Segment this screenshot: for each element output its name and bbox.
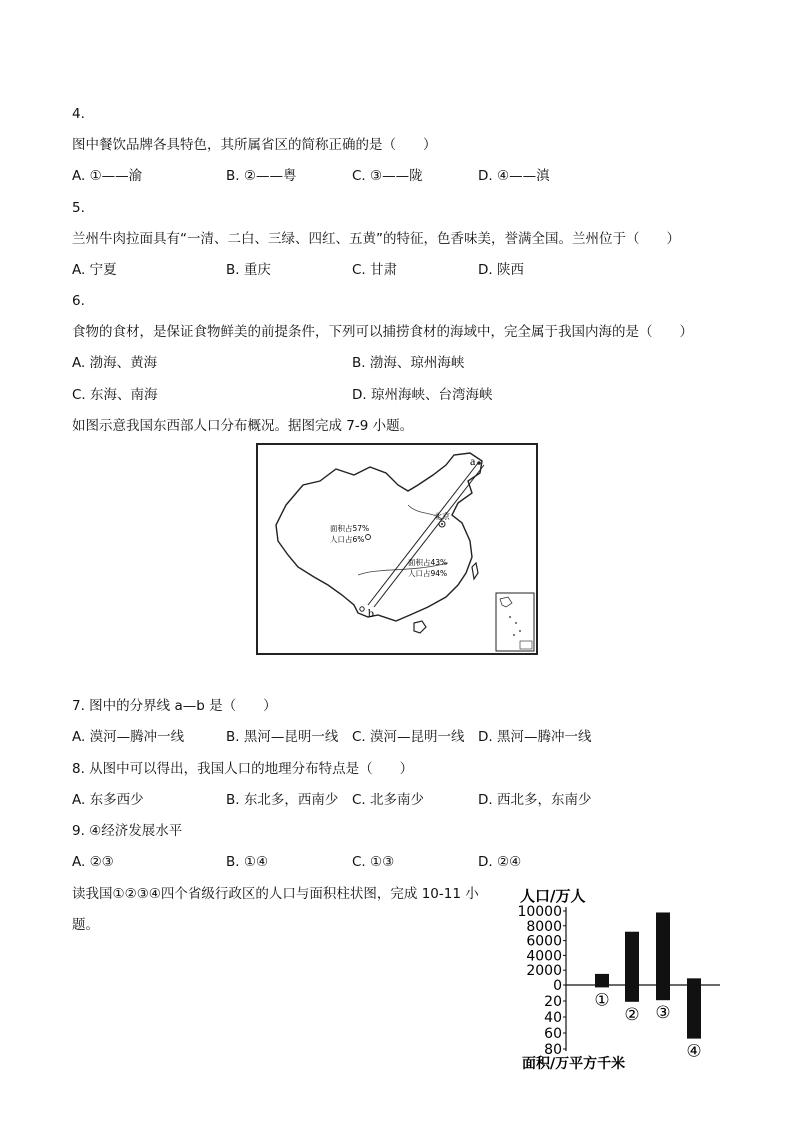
q4-option-b[interactable]: B. ②——粤 — [226, 168, 297, 184]
bar-area — [595, 985, 609, 987]
bar-population — [687, 978, 701, 985]
point-a-label: a — [470, 454, 476, 468]
y-tick-label-population: 8000 — [526, 918, 562, 935]
bar-population — [656, 912, 670, 985]
q6-option-c[interactable]: C. 东海、南海 — [72, 387, 158, 403]
bar-area — [656, 985, 670, 1000]
china-outline — [276, 453, 482, 621]
question-6-number: 6. — [72, 293, 85, 309]
y-tick-label-population: 4000 — [526, 948, 562, 965]
bar-population — [625, 932, 639, 985]
q4-option-d[interactable]: D. ④——滇 — [478, 168, 550, 184]
category-label: ① — [594, 990, 610, 1011]
q8-option-d[interactable]: D. 西北多，东南少 — [478, 792, 592, 808]
q7-option-a[interactable]: A. 漠河—腾冲一线 — [72, 729, 185, 745]
division-line-ab — [368, 463, 478, 605]
beijing-marker-dot — [441, 523, 443, 525]
intro-10-11-line1: 读我国①②③④四个省级行政区的人口与面积柱状图，完成 10-11 小 — [72, 886, 479, 902]
q5-option-b[interactable]: B. 重庆 — [226, 262, 271, 278]
category-label: ④ — [686, 1041, 702, 1062]
q7-option-c[interactable]: C. 漠河—昆明一线 — [352, 729, 465, 745]
inset-island — [515, 622, 517, 624]
y-axis-title-area: 面积/万平方千米 — [522, 1056, 626, 1072]
point-b-label: b — [368, 606, 374, 620]
inset-island — [513, 634, 515, 636]
hainan-outline — [414, 621, 426, 633]
q7-option-b[interactable]: B. 黑河—昆明一线 — [226, 729, 339, 745]
q7-option-d[interactable]: D. 黑河—腾冲一线 — [478, 729, 592, 745]
category-label: ② — [624, 1004, 640, 1025]
south-china-sea-inset — [496, 593, 534, 651]
q6-option-a[interactable]: A. 渤海、黄海 — [72, 355, 158, 371]
y-tick-label-area: 20 — [544, 994, 562, 1010]
china-population-map — [256, 443, 538, 655]
population-area-chart — [514, 884, 726, 1074]
y-tick-label-area: 60 — [544, 1026, 562, 1042]
question-4-stem: 图中餐饮品牌各具特色，其所属省区的简称正确的是（ ） — [72, 137, 437, 153]
intro-7-9: 如图示意我国东西部人口分布概况。据图完成 7-9 小题。 — [72, 418, 414, 434]
q4-option-a[interactable]: A. ①——渝 — [72, 168, 143, 184]
east-pop-label: 人口占94% — [408, 569, 448, 578]
q9-option-a[interactable]: A. ②③ — [72, 854, 114, 870]
question-8-stem: 8. 从图中可以得出，我国人口的地理分布特点是（ ） — [72, 761, 414, 777]
west-area-label: 面积占57% — [330, 524, 370, 533]
q6-option-b[interactable]: B. 渤海、琼州海峡 — [352, 355, 465, 371]
intro-10-11-line2: 题。 — [72, 917, 99, 933]
question-9-stem: 9. ④经济发展水平 — [72, 823, 183, 839]
bar-population — [595, 974, 609, 985]
q5-option-a[interactable]: A. 宁夏 — [72, 262, 117, 278]
inset-island — [509, 616, 511, 618]
q9-option-d[interactable]: D. ②④ — [478, 854, 522, 870]
q9-option-b[interactable]: B. ①④ — [226, 854, 269, 870]
question-5-number: 5. — [72, 200, 85, 216]
y-tick-label-area: 40 — [544, 1010, 562, 1026]
west-pop-label: 人口占6% — [330, 535, 365, 544]
east-area-label: 面积占43% — [408, 558, 448, 567]
q5-option-c[interactable]: C. 甘肃 — [352, 262, 398, 278]
q8-option-b[interactable]: B. 东北多，西南少 — [226, 792, 339, 808]
population-area-svg — [514, 884, 726, 1074]
y-tick-label-population: 0 — [553, 978, 562, 994]
q5-option-d[interactable]: D. 陕西 — [478, 262, 524, 278]
bar-area — [625, 985, 639, 1002]
q8-option-a[interactable]: A. 东多西少 — [72, 792, 144, 808]
bar-area — [687, 985, 701, 1039]
y-axis-title-population: 人口/万人 — [520, 887, 586, 905]
y-tick-label-population: 10000 — [517, 904, 562, 920]
q8-option-c[interactable]: C. 北多南少 — [352, 792, 425, 808]
category-label: ③ — [655, 1003, 671, 1024]
inset-island — [519, 630, 521, 632]
question-7-stem: 7. 图中的分界线 a—b 是（ ） — [72, 698, 277, 714]
q6-option-d[interactable]: D. 琼州海峡、台湾海峡 — [352, 387, 493, 403]
point-b-dot — [360, 607, 364, 611]
lake-mark — [366, 535, 371, 540]
taiwan-outline — [472, 563, 478, 579]
q4-option-c[interactable]: C. ③——陇 — [352, 168, 423, 184]
y-tick-label-area: 80 — [544, 1042, 562, 1058]
question-5-stem: 兰州牛肉拉面具有“一清、二白、三绿、四红、五黄”的特征，色香味美，誉满全国。兰州位于（ ） — [72, 231, 680, 247]
question-6-stem: 食物的食材，是保证食物鲜美的前提条件，下列可以捕捞食材的海域中，完全属于我国内海的是（ ） — [72, 324, 693, 340]
question-4-number: 4. — [72, 106, 85, 122]
y-tick-label-population: 2000 — [526, 963, 562, 980]
point-a-dot — [477, 461, 481, 465]
china-map-svg — [258, 445, 536, 653]
q9-option-c[interactable]: C. ①③ — [352, 854, 395, 870]
y-tick-label-population: 6000 — [526, 933, 562, 950]
beijing-label: 北京 — [434, 512, 450, 521]
